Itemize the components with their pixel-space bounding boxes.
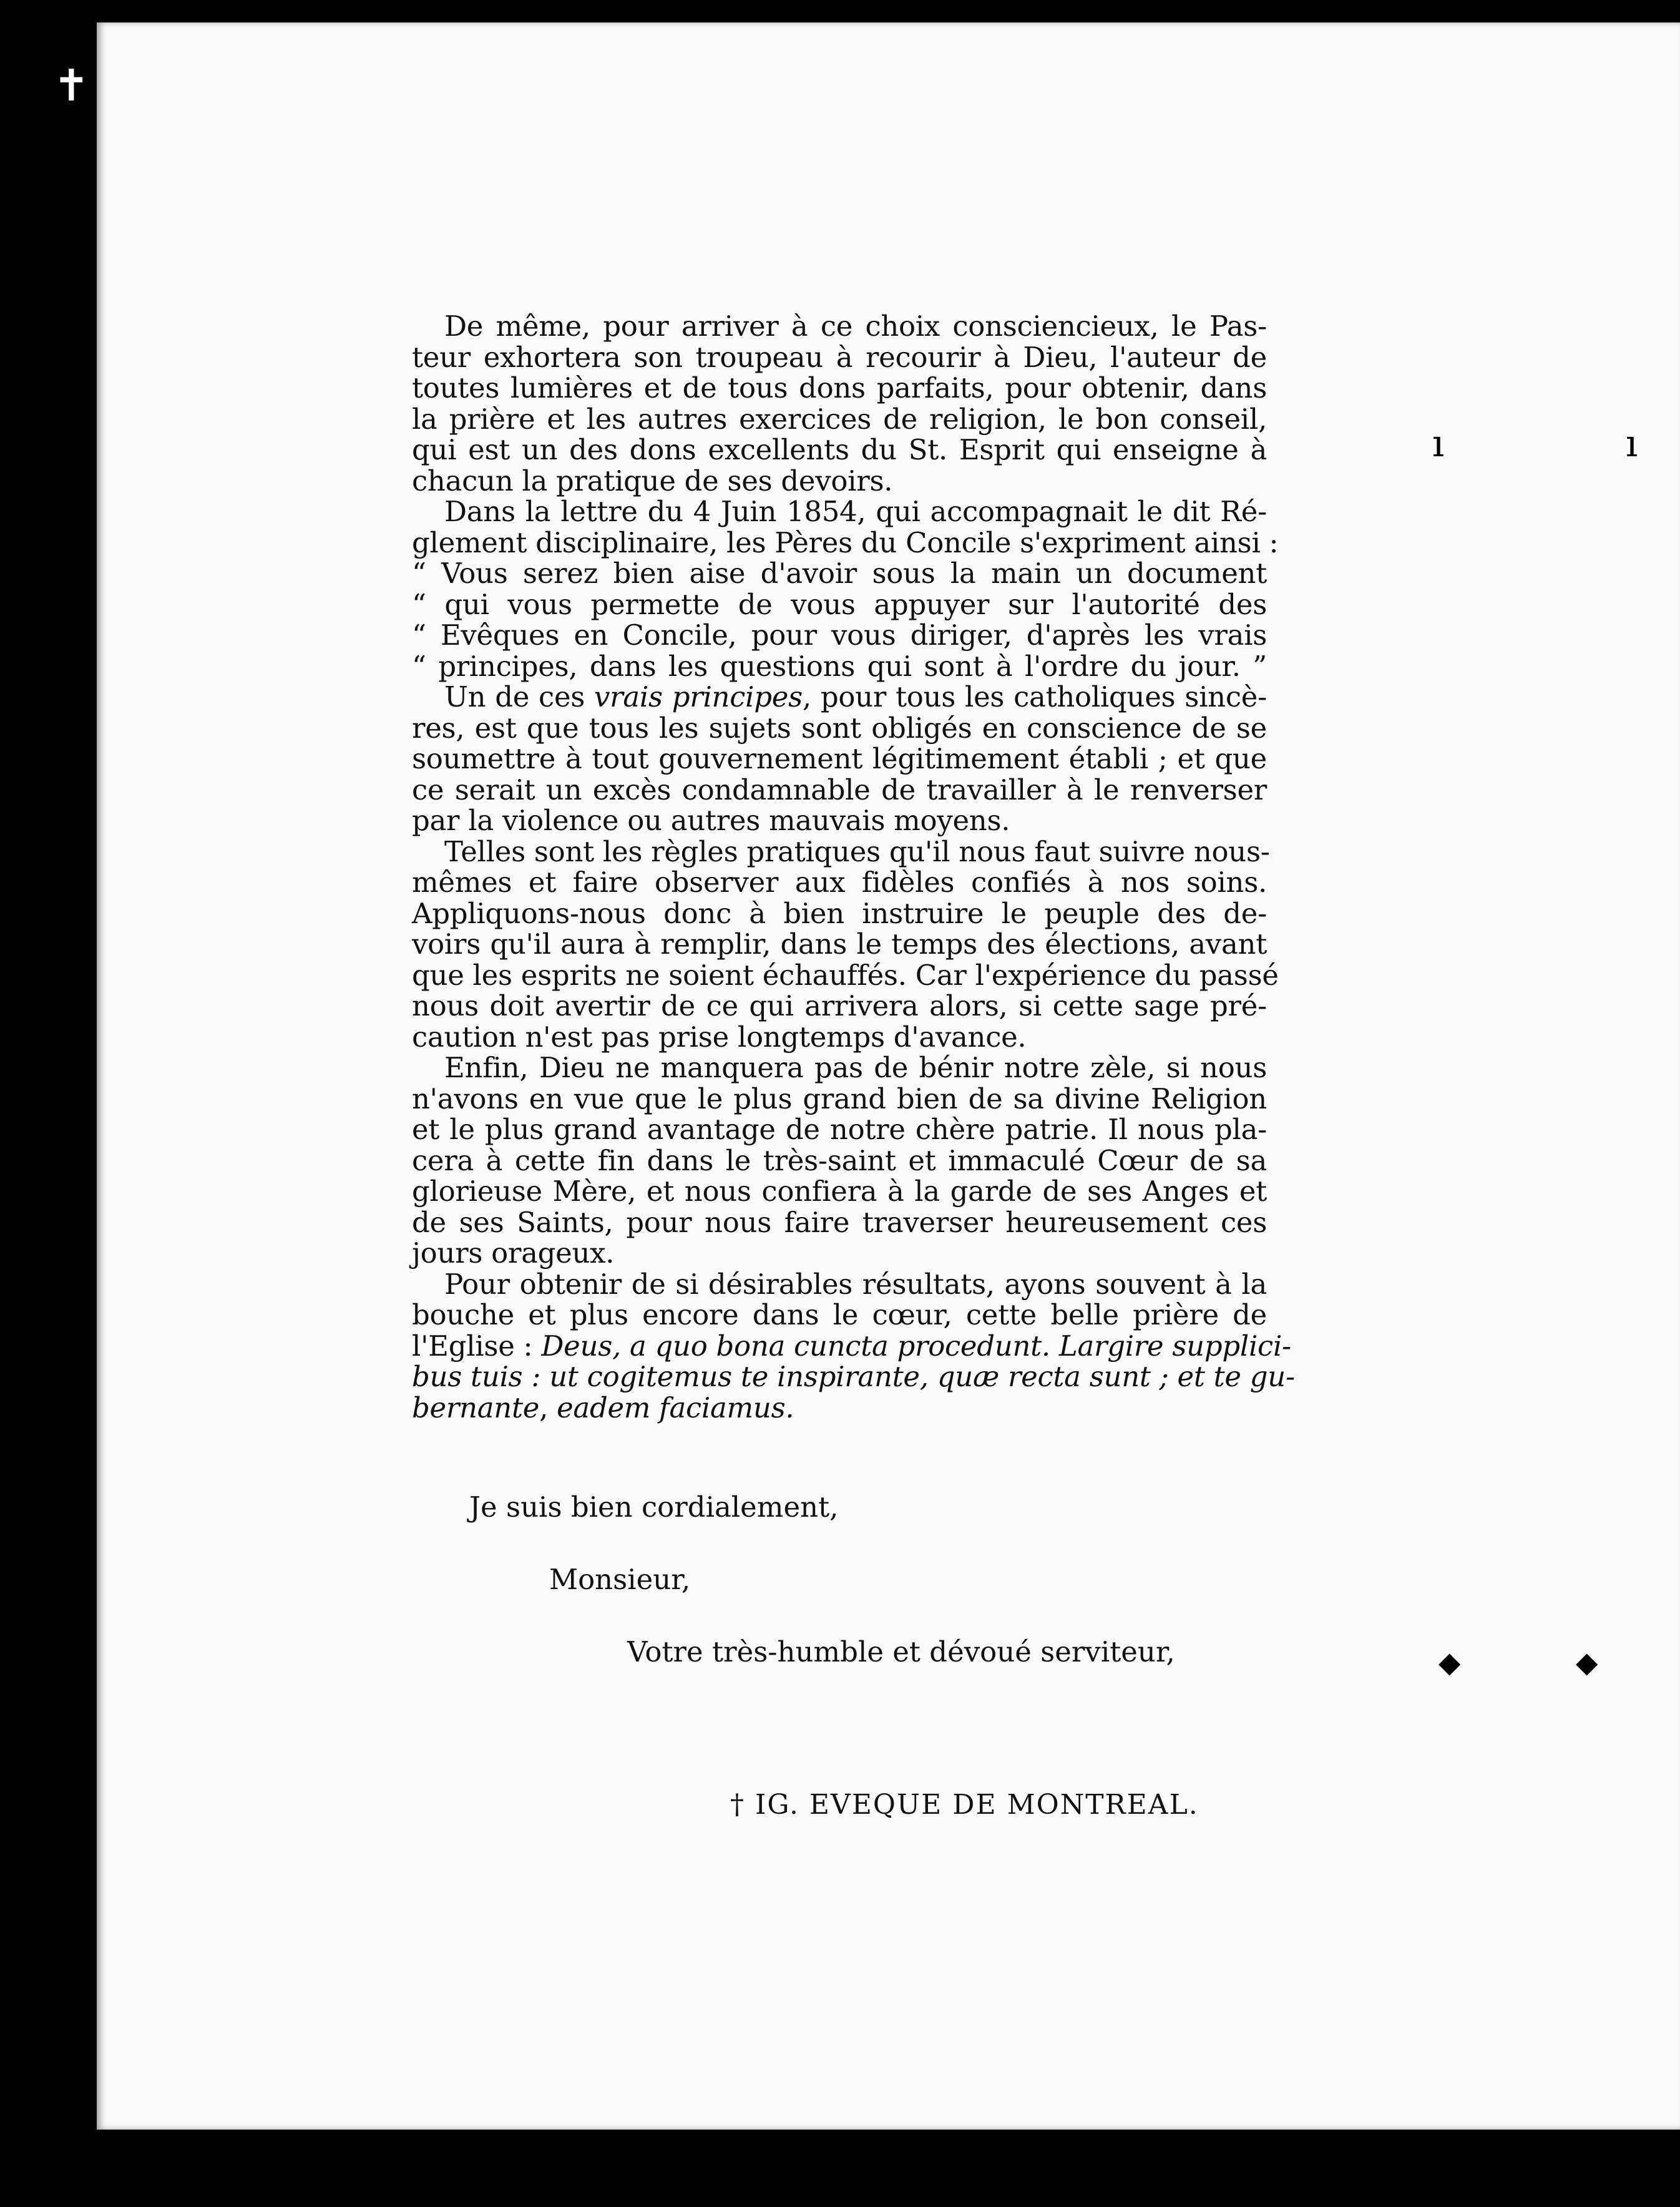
line-text: “ Vous serez bien aise d'avoir sous la main un document (412, 557, 1267, 590)
text-line (412, 1329, 1291, 1363)
margin-mark: ◆ (1576, 1645, 1598, 1679)
letter-body (412, 310, 1295, 1424)
text-line (412, 682, 1267, 713)
text-line (412, 311, 1267, 342)
text-line (412, 1114, 1267, 1145)
line-text: Telles sont les règles pratiques qu'il nous faut suivre nous- (444, 834, 1270, 868)
signature: † IG. EVEQUE DE MONTREAL. (730, 1789, 1199, 1821)
line-text: voirs qu'il aura à remplir, dans le temps des élections, avant (412, 927, 1267, 961)
salutation: Je suis bien cordialement, (469, 1490, 839, 1524)
text-line (412, 434, 1267, 466)
line-text: bouche et plus encore dans le cœur, cette belle prière de (412, 1298, 1267, 1331)
line-text: n'avons en vue que le plus grand bien de sa divine Religion (412, 1082, 1267, 1115)
text-line (412, 958, 1279, 992)
line-text: ce serait un excès condamnable de travailler à le renverser (412, 773, 1267, 806)
text-line (412, 929, 1267, 960)
line-text: Un de ces (444, 680, 595, 713)
text-line (412, 496, 1267, 527)
line-text: , (539, 1391, 557, 1424)
margin-mark: ◆ (1438, 1645, 1461, 1679)
line-text: Appliquons-nous donc à bien instruire le peuple des de- (412, 896, 1267, 930)
line-text: res, est que tous les sujets sont obligés en conscience de se (412, 711, 1267, 745)
line-text: De même, pour arriver à ce choix consciencieux, le Pas- (444, 310, 1267, 343)
line-text: l'Eglise : (412, 1329, 542, 1363)
text-line (412, 713, 1267, 744)
line-text: cera à cette fin dans le très-saint et immaculé Cœur de sa (412, 1143, 1267, 1177)
text-line (412, 991, 1267, 1022)
line-text: “ principes, dans les questions qui sont à l'ordre du jour. ” (412, 649, 1267, 683)
line-text: jours orageux. (412, 1236, 615, 1270)
text-line (412, 1207, 1267, 1238)
italic-text: Deus, a quo bona cuncta procedunt. Largire supplici- (541, 1329, 1291, 1363)
text-line (412, 775, 1267, 806)
line-text: glement disciplinaire, les Pères du Concile s'expriment ainsi : (412, 526, 1279, 559)
text-line (412, 867, 1267, 898)
text-line (412, 805, 1267, 836)
text-line (412, 558, 1267, 589)
line-text: toutes lumières et de tous dons parfaits, pour obtenir, dans (412, 371, 1267, 404)
margin-mark: ı (1626, 422, 1638, 466)
text-line (412, 1360, 1295, 1393)
text-line (412, 1052, 1267, 1084)
text-line (412, 526, 1279, 559)
line-text: qui est un des dons excellents du St. Esprit qui enseigne à (412, 433, 1267, 466)
text-line (412, 1299, 1267, 1331)
line-text: et le plus grand avantage de notre chère patrie. Il nous pla- (412, 1113, 1267, 1146)
line-text: Dans la lettre du 4 Juin 1854, qui accompagnait le dit Ré- (444, 495, 1267, 528)
line-text: , pour tous les catholiques sincè- (802, 680, 1267, 713)
line-text: teur exhortera son troupeau à recourir à Dieu, l'auteur de (412, 340, 1267, 374)
line-text: nous doit avertir de ce qui arrivera alors, si cette sage pré- (412, 989, 1267, 1022)
text-line (412, 466, 1267, 497)
text-line (412, 342, 1267, 373)
italic-text: vrais principes (594, 680, 803, 713)
line-text: glorieuse Mère, et nous confiera à la garde de ses Anges et (412, 1175, 1267, 1208)
text-line (412, 834, 1270, 868)
servant-line: Votre très-humble et dévoué serviteur, (627, 1635, 1175, 1668)
address: Monsieur, (549, 1563, 691, 1596)
line-text: Pour obtenir de si désirables résultats, ayons souvent à la (444, 1267, 1267, 1301)
line-text: Enfin, Dieu ne manquera pas de bénir notre zèle, si nous (444, 1051, 1267, 1084)
text-line (412, 1392, 1267, 1424)
text-line (412, 404, 1267, 435)
text-line (412, 743, 1267, 775)
text-line (412, 1145, 1267, 1177)
text-line (412, 589, 1267, 620)
text-line (412, 1176, 1267, 1207)
line-text: “ Evêques en Concile, pour vous diriger, d'après les vrais (412, 619, 1267, 652)
line-text: soumettre à tout gouvernement légitimement établi ; et que (412, 742, 1267, 775)
line-text: de ses Saints, pour nous faire traverser heureusement ces (412, 1205, 1267, 1239)
text-line (412, 1238, 1267, 1269)
line-text: mêmes et faire observer aux fidèles confiés à nos soins. (412, 866, 1267, 899)
line-text: que les esprits ne soient échauffés. Car l'expérience du passé (412, 958, 1279, 992)
text-line (412, 1269, 1267, 1300)
margin-mark: ı (1432, 422, 1445, 466)
text-line (412, 373, 1267, 404)
italic-text: eadem faciamus. (557, 1391, 794, 1424)
margin-mark: ✝ (53, 60, 90, 111)
line-text: caution n'est pas prise longtemps d'avance. (412, 1020, 1027, 1054)
line-text: chacun la pratique de ses devoirs. (412, 464, 893, 497)
text-line (412, 651, 1267, 682)
line-text: la prière et les autres exercices de religion, le bon conseil, (412, 402, 1267, 436)
text-line (412, 1022, 1267, 1053)
text-line (412, 1084, 1267, 1115)
line-text: par la violence ou autres mauvais moyens. (412, 804, 1010, 837)
text-line (412, 620, 1267, 651)
italic-text: bus tuis : ut cogitemus te inspirante, quæ recta sunt ; et te gu- (412, 1360, 1295, 1393)
italic-text: bernante (412, 1391, 540, 1424)
line-text: “ qui vous permette de vous appuyer sur l'autorité des (412, 587, 1267, 621)
text-line (412, 898, 1267, 929)
